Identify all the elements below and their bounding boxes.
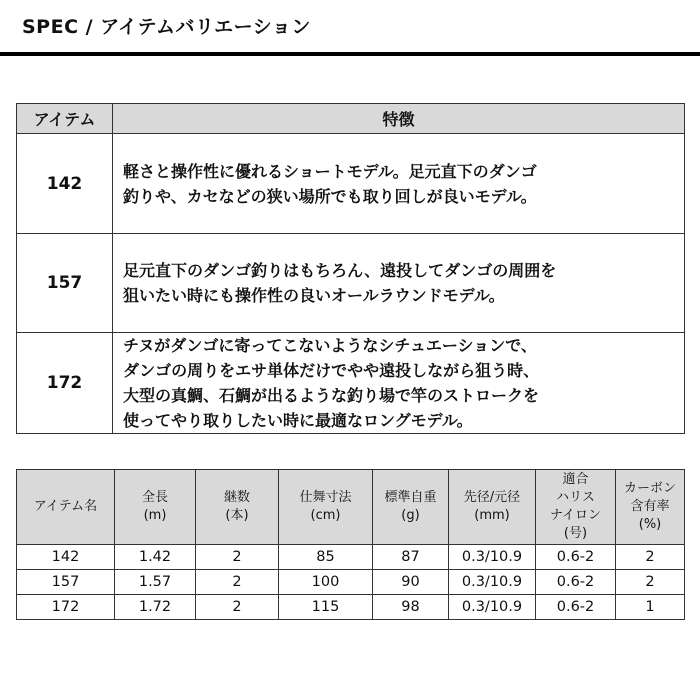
cell-weight: 87	[373, 545, 449, 570]
spec-row-172	[17, 595, 685, 620]
cell-length: 1.57	[115, 570, 196, 595]
header-text: 仕舞寸法	[299, 490, 352, 505]
features-row-157	[17, 234, 685, 333]
feature-description	[113, 234, 685, 333]
header-text: ハリス	[556, 490, 595, 505]
cell-carbon: 1	[616, 595, 685, 620]
header-text: ナイロン	[549, 508, 602, 523]
feature-description	[113, 333, 685, 434]
header-features: 特徴	[113, 104, 685, 134]
item-number: 157	[17, 234, 113, 333]
features-header-row	[17, 104, 685, 134]
header-unit: (mm)	[474, 508, 510, 523]
header-text: 標準自重	[384, 490, 437, 505]
header-closed-length	[279, 470, 373, 545]
description-line: チヌがダンゴに寄ってこないようなシチュエーションで、	[123, 336, 537, 355]
cell-diameter: 0.3/10.9	[449, 570, 536, 595]
cell-diameter: 0.3/10.9	[449, 595, 536, 620]
cell-weight: 98	[373, 595, 449, 620]
cell-carbon: 2	[616, 545, 685, 570]
cell-line-rating: 0.6-2	[536, 545, 616, 570]
header-length	[115, 470, 196, 545]
header-text: 含有率	[630, 499, 670, 514]
cell-line-rating: 0.6-2	[536, 595, 616, 620]
feature-description	[113, 134, 685, 234]
header-weight	[373, 470, 449, 545]
description-line: 釣りや、カセなどの狭い場所でも取り回しが良いモデル。	[123, 186, 537, 206]
spec-row-157	[17, 570, 685, 595]
description-line: ダンゴの周りをエサ単体だけでやや遠投しながら狙う時、	[123, 361, 540, 380]
header-line-rating	[536, 470, 616, 545]
cell-carbon: 2	[616, 570, 685, 595]
cell-item: 157	[17, 570, 115, 595]
cell-diameter: 0.3/10.9	[449, 545, 536, 570]
header-unit: (号)	[563, 526, 588, 541]
description-line: 狙いたい時にも操作性の良いオールラウンドモデル。	[123, 286, 505, 305]
title-divider	[0, 52, 700, 56]
cell-line-rating: 0.6-2	[536, 570, 616, 595]
spec-row-142	[17, 545, 685, 570]
cell-closed-length: 85	[279, 545, 373, 570]
cell-sections: 2	[196, 570, 279, 595]
header-item: アイテム	[17, 104, 113, 134]
features-row-172	[17, 333, 685, 434]
features-table	[16, 103, 685, 434]
header-diameter	[449, 470, 536, 545]
cell-closed-length: 100	[279, 570, 373, 595]
cell-sections: 2	[196, 595, 279, 620]
cell-item: 172	[17, 595, 115, 620]
header-text: アイテム名	[33, 499, 98, 514]
spec-table	[16, 469, 685, 620]
cell-sections: 2	[196, 545, 279, 570]
cell-weight: 90	[373, 570, 449, 595]
cell-length: 1.42	[115, 545, 196, 570]
header-item-name	[17, 470, 115, 545]
cell-closed-length: 115	[279, 595, 373, 620]
header-text: 先径/元径	[463, 490, 521, 505]
item-number: 142	[17, 134, 113, 234]
page-title: SPEC / アイテムバリエーション	[22, 16, 311, 38]
description-line: 大型の真鯛、石鯛が出るような釣り場で竿のストロークを	[123, 386, 540, 405]
header-text: カーボン	[623, 481, 676, 496]
header-unit: (本)	[225, 508, 249, 523]
features-row-142	[17, 134, 685, 234]
header-text: 継数	[223, 490, 250, 505]
cell-item: 142	[17, 545, 115, 570]
description-line: 使ってやり取りしたい時に最適なロングモデル。	[123, 411, 473, 430]
header-unit: (g)	[401, 508, 420, 523]
spec-header-row	[17, 470, 685, 545]
description-line: 軽さと操作性に優れるショートモデル。足元直下のダンゴ	[123, 161, 537, 181]
header-sections	[196, 470, 279, 545]
item-number: 172	[17, 333, 113, 434]
header-unit: (m)	[143, 508, 167, 523]
cell-length: 1.72	[115, 595, 196, 620]
header-text: 全長	[141, 490, 168, 505]
header-unit: (%)	[638, 517, 662, 532]
header-unit: (cm)	[310, 508, 341, 523]
description-line: 足元直下のダンゴ釣りはもちろん、遠投してダンゴの周囲を	[123, 261, 557, 280]
header-carbon	[616, 470, 685, 545]
header-text: 適合	[562, 472, 589, 487]
